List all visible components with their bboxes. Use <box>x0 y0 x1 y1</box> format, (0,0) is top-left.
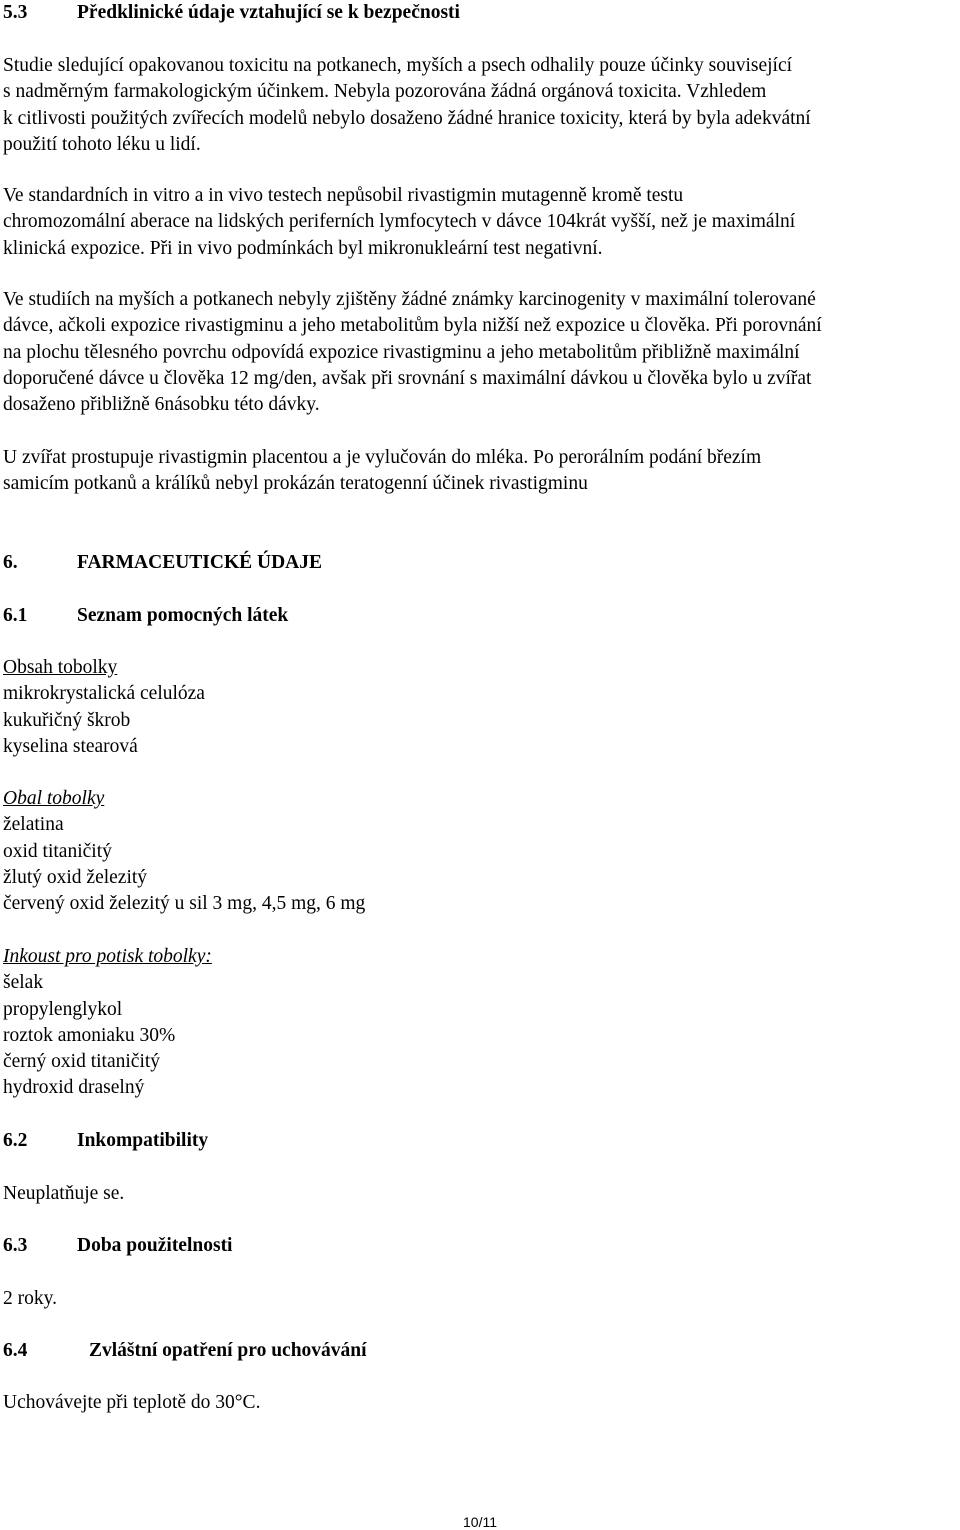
section-heading-5-3 <box>3 0 460 26</box>
section-number: 6.2 <box>3 1130 28 1151</box>
text-line: Neuplatňuje se. <box>3 1183 125 1204</box>
section-title: FARMACEUTICKÉ ÚDAJE <box>77 552 323 573</box>
text-line: Ve standardních in vitro a in vivo testech nepůsobil rivastigmin mutagenně kromě testu <box>3 185 684 206</box>
section-heading-6 <box>3 550 322 576</box>
text-line: 2 roky. <box>3 1288 57 1309</box>
section-title: Seznam pomocných látek <box>77 605 289 626</box>
text-line: s nadměrným farmakologickým účinkem. Nebyla pozorována žádná orgánová toxicita. Vzhledem <box>3 81 767 103</box>
text-line: samicím potkanů a králíků nebyl prokázán teratogenní účinek rivastigminu <box>3 473 588 495</box>
text-line: Studie sledující opakovanou toxicitu na potkanech, myších a psech odhalily pouze účinky související <box>3 55 793 76</box>
text-line: U zvířat prostupuje rivastigmin placentou a je vylučován do mléka. Po perorálním podání březím <box>3 447 762 468</box>
section-heading-6-3 <box>3 1233 232 1259</box>
excipient-group-printing-ink <box>3 944 958 1102</box>
list-item: šelak <box>3 972 44 994</box>
section-number: 6.4 <box>3 1340 28 1361</box>
paragraph-repeat-dose-toxicity <box>3 53 958 158</box>
section-heading-6-2 <box>3 1128 208 1154</box>
group-heading: Obal tobolky <box>3 788 105 809</box>
section-number: 6. <box>3 552 18 573</box>
list-item: hydroxid draselný <box>3 1077 145 1099</box>
section-heading-6-1 <box>3 603 288 629</box>
text-line: dosaženo přibližně 6násobku této dávky. <box>3 394 320 416</box>
list-item: propylenglykol <box>3 998 123 1020</box>
section-text-6-2 <box>3 1181 958 1207</box>
text-line: na plochu tělesného povrchu odpovídá expozice rivastigminu a jeho metabolitům přibližně maximální <box>3 341 800 363</box>
list-item: mikrokrystalická celulóza <box>3 683 205 705</box>
section-number: 6.3 <box>3 1235 28 1256</box>
excipient-group-capsule-shell <box>3 786 958 917</box>
text-line: dávce, ačkoli expozice rivastigminu a jeho metabolitům byla nižší než expozice u člověka. Při porovnání <box>3 315 822 337</box>
list-item: žlutý oxid železitý <box>3 866 148 888</box>
paragraph-placenta <box>3 445 958 498</box>
page-number: 10/11 <box>463 1514 497 1530</box>
text-line: chromozomální aberace na lidských periferních lymfocytech v dávce 104krát vyšší, než je maximální <box>3 211 796 233</box>
list-item: roztok amoniaku 30% <box>3 1024 176 1046</box>
excipient-group-capsule-content <box>3 655 958 760</box>
text-line: Uchovávejte při teplotě do 30°C. <box>3 1392 261 1413</box>
list-item: červený oxid železitý u sil 3 mg, 4,5 mg, 6 mg <box>3 893 366 915</box>
list-item: černý oxid titaničitý <box>3 1051 161 1073</box>
section-title: Inkompatibility <box>77 1130 209 1151</box>
group-heading: Inkoust pro potisk tobolky: <box>3 946 212 967</box>
group-heading: Obsah tobolky <box>3 657 118 678</box>
list-item: kyselina stearová <box>3 735 138 757</box>
list-item: želatina <box>3 814 64 836</box>
section-text-6-3 <box>3 1286 958 1312</box>
text-line: Ve studiích na myších a potkanech nebyly zjištěny žádné známky karcinogenity v maximální tolerované <box>3 289 816 310</box>
section-text-6-4 <box>3 1390 958 1416</box>
text-line: klinická expozice. Při in vivo podmínkách byl mikronukleární test negativní. <box>3 237 603 259</box>
section-number: 5.3 <box>3 2 28 23</box>
section-title: Zvláštní opatření pro uchovávání <box>89 1340 367 1361</box>
section-title: Předklinické údaje vztahující se k bezpečnosti <box>77 2 460 23</box>
section-title: Doba použitelnosti <box>77 1235 233 1256</box>
paragraph-carcinogenicity <box>3 287 958 418</box>
paragraph-mutagenicity <box>3 183 958 262</box>
list-item: kukuřičný škrob <box>3 709 131 731</box>
text-line: k citlivosti použitých zvířecích modelů nebylo dosaženo žádné hranice toxicity, která by byla adekvátní <box>3 107 811 129</box>
text-line: použití tohoto léku u lidí. <box>3 133 201 155</box>
text-line: doporučené dávce u člověka 12 mg/den, avšak při srovnání s maximální dávkou u člověka bylo u zvířat <box>3 367 812 389</box>
section-heading-6-4 <box>3 1338 367 1364</box>
list-item: oxid titaničitý <box>3 840 112 862</box>
section-number: 6.1 <box>3 605 28 626</box>
